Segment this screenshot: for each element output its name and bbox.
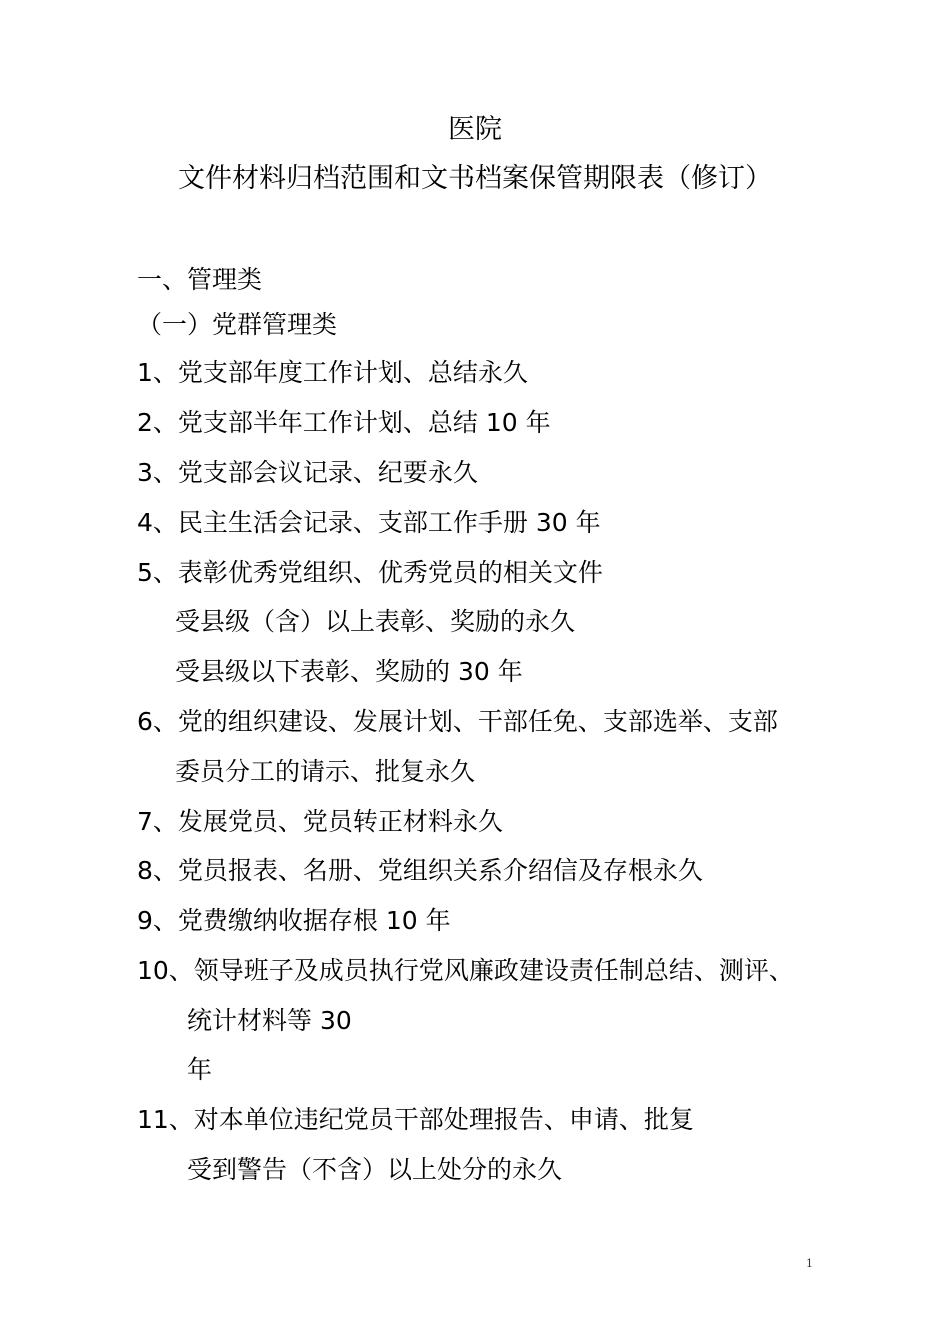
list-item: 1、党支部年度工作计划、总结永久 <box>137 358 528 387</box>
document-title-line2: 文件材料归档范围和文书档案保管期限表（修订） <box>178 163 772 194</box>
list-item-detail: 受县级（含）以上表彰、奖励的永久 <box>175 607 576 636</box>
list-item-continuation: 年 <box>187 1055 213 1084</box>
list-item: 11、对本单位违纪党员干部处理报告、申请、批复 <box>137 1105 694 1134</box>
subsection-heading: （一）党群管理类 <box>137 310 338 339</box>
list-item: 5、表彰优秀党组织、优秀党员的相关文件 <box>137 558 603 587</box>
list-item: 6、党的组织建设、发展计划、干部任免、支部选举、支部 <box>137 707 778 736</box>
list-item: 10、领导班子及成员执行党风廉政建设责任制总结、测评、 <box>137 956 794 985</box>
page-number: 1 <box>806 1257 813 1270</box>
list-item: 4、民主生活会记录、支部工作手册 30 年 <box>137 508 601 537</box>
list-item: 8、党员报表、名册、党组织关系介绍信及存根永久 <box>137 856 703 885</box>
list-item-detail: 受县级以下表彰、奖励的 30 年 <box>175 657 523 686</box>
list-item: 9、党费缴纳收据存根 10 年 <box>137 906 451 935</box>
document-title-line1: 医院 <box>448 114 502 145</box>
list-item: 3、党支部会议记录、纪要永久 <box>137 458 478 487</box>
list-item-continuation: 委员分工的请示、批复永久 <box>175 757 476 786</box>
list-item: 2、党支部半年工作计划、总结 10 年 <box>137 408 551 437</box>
list-item-detail: 受到警告（不含）以上处分的永久 <box>187 1155 563 1184</box>
list-item: 7、发展党员、党员转正材料永久 <box>137 807 503 836</box>
list-item-continuation: 统计材料等 30 <box>187 1006 352 1035</box>
section-heading: 一、管理类 <box>137 265 263 294</box>
